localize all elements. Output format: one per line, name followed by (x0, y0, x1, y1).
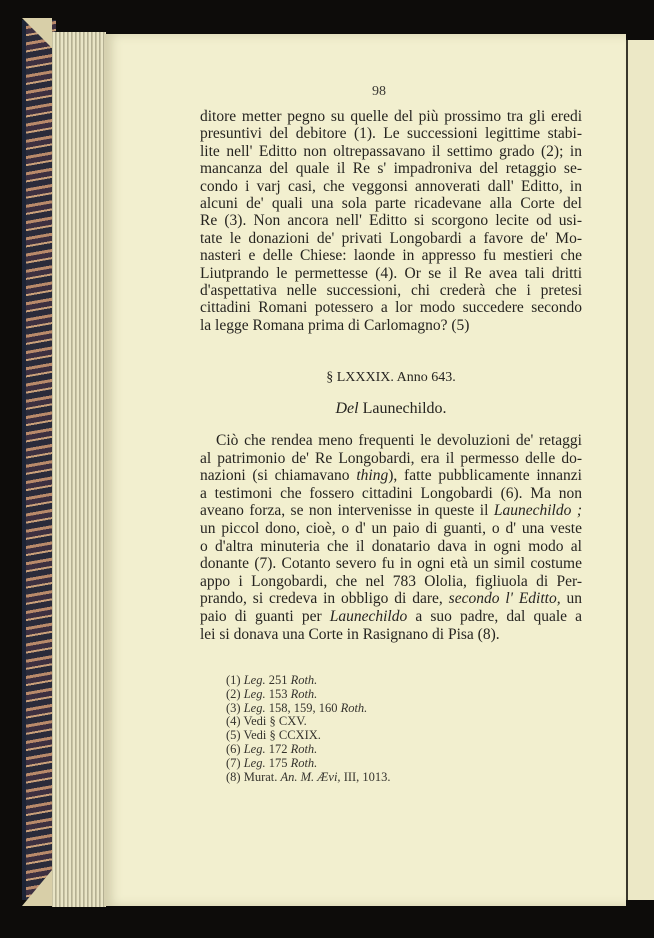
text-segment: tate le donazioni de' privati Longobardi a favore de' Mo- (200, 229, 582, 247)
text-line (200, 265, 582, 283)
text-segment: Roth. (290, 673, 318, 687)
text-segment: prando, si credeva in obbligo di dare, (200, 590, 449, 608)
text-line (200, 125, 582, 143)
text-segment: o d'altra minuteria che il donatario dava in ogni modo al (200, 537, 582, 555)
text-segment: (8) Murat. (226, 769, 281, 784)
text-line (200, 467, 582, 485)
text-line (200, 608, 582, 626)
text-segment: (1) (226, 673, 244, 687)
text-line (200, 299, 582, 317)
text-segment: 251 (265, 673, 291, 687)
text-segment: Leg. (243, 700, 266, 715)
text-segment: ), fatte pubblicamente innanzi (388, 467, 582, 485)
footnote (226, 756, 317, 770)
text-line (200, 282, 582, 300)
page-edges (52, 32, 106, 907)
text-line (216, 432, 582, 450)
text-line (200, 317, 582, 335)
footnote (226, 742, 317, 756)
text-segment: Roth. (290, 742, 318, 756)
text-segment: alcuni de' quali una sola parte ricadevane alla Corte del (200, 195, 582, 212)
text-segment: secondo l' Editto, (448, 590, 561, 608)
text-segment: nasteri e delle Chiese: laonde in appresso fu mestieri che (200, 247, 582, 265)
text-line (200, 247, 582, 265)
text-segment: lei si donava una Corte in Rasignano di Pisa (8). (200, 625, 500, 643)
text-segment: 153 (265, 686, 291, 701)
text-segment: (3) (226, 700, 244, 715)
text-segment: a suo padre, dal quale a (407, 608, 582, 625)
text-segment: An. M. Ævi, (280, 769, 341, 784)
text-segment: mancanza del quale il Re s' impadroniva del retaggio se- (200, 160, 582, 178)
text-line (200, 195, 582, 213)
text-segment: (4) Vedi § CXV. (226, 714, 307, 729)
text-segment: condo i varj casi, che veggonsi annoverati dall' Editto, in (200, 177, 582, 195)
text-segment: Roth. (340, 700, 368, 715)
text-segment: donante (7). Cotanto severo fu in ogni età un simil costume (200, 555, 582, 573)
text-segment: Ciò che rendea meno frequenti le devoluzioni de' retaggi (216, 432, 582, 449)
text-segment: 175 (265, 755, 291, 770)
text-line (200, 502, 582, 520)
text-line (200, 212, 582, 230)
footnote (226, 714, 307, 728)
text-segment: (2) (226, 686, 244, 701)
facing-page-edge (626, 40, 654, 900)
text-segment: Leg. (243, 686, 266, 701)
text-line (200, 555, 582, 573)
text-segment: presuntivi del debitore (1). Le successioni legittime stabi- (200, 125, 582, 143)
text-segment: Launechildo ; (493, 502, 583, 520)
section-subtitle (200, 400, 582, 418)
text-line (200, 485, 582, 503)
text-line (200, 626, 582, 644)
subtitle-text: Launechildo. (362, 400, 447, 417)
footnote (226, 673, 317, 687)
footnote (226, 728, 321, 742)
text-segment: (6) (226, 742, 244, 756)
text-line (200, 538, 582, 556)
text-line (200, 520, 582, 538)
footnote (226, 687, 317, 701)
footnote (226, 701, 367, 715)
text-line (200, 178, 582, 196)
text-segment: aveano forza, se non intervenisse in queste il (200, 502, 494, 520)
text-line (200, 450, 582, 468)
text-segment: 172 (265, 742, 291, 756)
book-cover-marbled (22, 20, 56, 900)
text-line (200, 108, 582, 126)
text-segment: Liutprando le permettesse (4). Or se il Re avea tali dritti (200, 264, 582, 282)
text-segment: un piccol dono, cioè, o d' un paio di guanti, o d' una veste (200, 520, 582, 537)
subtitle-italic: Del (335, 400, 359, 417)
page-number: 98 (372, 84, 386, 99)
text-segment: Leg. (243, 673, 266, 687)
text-segment: Leg. (243, 742, 266, 756)
text-segment: a testimoni che fossero cittadini Longobardi (6). Ma non (200, 484, 582, 502)
text-segment: ditore metter pegno su quelle del più prossimo tra gli eredi (200, 108, 582, 125)
text-segment: Roth. (290, 755, 318, 770)
text-segment: al patrimonio de' Re Longobardi, era il permesso delle do- (200, 449, 582, 467)
text-segment: d'aspettativa nelle successioni, chi crederà che i pretesi (200, 282, 582, 299)
text-segment: paio di guanti per (200, 608, 330, 625)
text-line (200, 590, 582, 608)
text-segment: la legge Romana prima di Carlomagno? (5) (200, 316, 470, 334)
text-segment: (5) Vedi § CCXIX. (226, 728, 321, 743)
text-segment: thing (356, 467, 389, 485)
text-line (200, 573, 582, 591)
text-segment: Leg. (243, 755, 266, 770)
text-segment: 158, 159, 160 (265, 700, 341, 715)
text-segment: nazioni (si chiamavano (200, 467, 357, 485)
text-segment: Re (3). Non ancora nell' Editto si scorgono lecite od usi- (200, 212, 582, 230)
footnote (226, 770, 391, 784)
text-segment: Roth. (290, 686, 318, 701)
text-line (200, 160, 582, 178)
text-segment: (7) (226, 755, 244, 770)
text-line (200, 143, 582, 161)
text-segment: Launechildo (329, 608, 408, 625)
text-segment: cittadini Romani potessero a lor modo succedere secondo (200, 299, 582, 317)
section-heading: § LXXXIX. Anno 643. (326, 370, 456, 385)
text-segment: un (560, 590, 582, 608)
text-line (200, 230, 582, 248)
text-segment: appo i Longobardi, che nel 783 Ololia, figliuola di Per- (200, 572, 582, 590)
text-segment: lite nell' Editto non oltrepassavano il settimo grado (2); in (200, 142, 582, 160)
text-segment: III, 1013. (340, 769, 391, 784)
